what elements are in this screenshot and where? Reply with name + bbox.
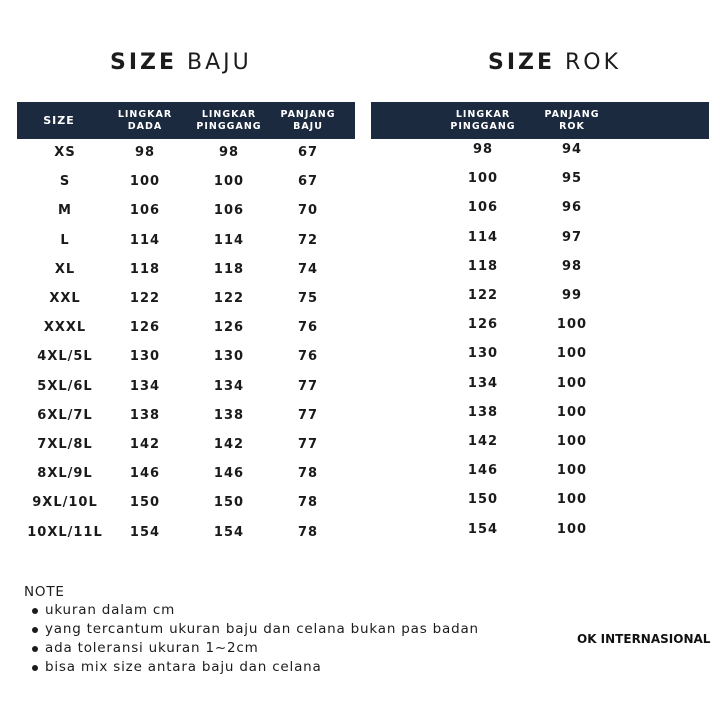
table-cell: 114 [467,229,499,245]
table-cell: XXXL [43,320,87,336]
table-cell: 100 [556,346,588,362]
note-item-text: ada toleransi ukuran 1~2cm [45,640,259,656]
table-cell: 106 [129,203,161,219]
table-cell: 67 [297,174,319,190]
table-cell: 150 [213,495,245,511]
table-cell: 146 [129,466,161,482]
table-cell: 95 [561,171,583,187]
table-cell: 126 [129,320,161,336]
table-cell: XXL [49,291,81,306]
note-item [24,639,479,658]
table-cell: 78 [297,524,319,540]
table-cell: 72 [297,232,319,248]
table-cell: 118 [213,261,245,277]
table-cell: 122 [213,291,245,306]
table-cell: 142 [213,437,245,452]
note-item [24,620,479,639]
table-cell: 134 [213,378,245,394]
table-cell: 70 [297,203,319,219]
table-cell: 114 [213,232,245,248]
table-cell: 114 [129,232,161,248]
table-cell: 126 [213,320,245,336]
table-row [17,145,355,165]
table-cell: 138 [213,407,245,423]
bullet-icon [32,646,38,652]
table-row [17,408,355,428]
table-cell: 94 [561,142,583,157]
table-row [371,405,709,425]
table-row [371,200,709,220]
table-cell: 100 [213,174,245,190]
table-row [371,230,709,250]
table-cell: 98 [561,258,583,274]
baju-title-bold: SIZE [110,50,178,75]
table-row [17,349,355,369]
table-row [17,466,355,486]
brand-name: OK INTERNASIONAL [577,632,711,646]
bullet-icon [32,627,38,633]
table-cell: 134 [129,378,161,394]
note-item [24,601,479,620]
note-heading: NOTE [24,584,65,600]
table-row [371,171,709,191]
table-cell: 8XL/9L [37,466,93,482]
table-cell: 142 [129,437,161,452]
table-row [17,525,355,545]
table-cell: XS [54,145,76,160]
table-cell: 9XL/10L [32,495,98,511]
table-cell: 126 [467,317,499,333]
table-cell: 130 [213,349,245,365]
table-cell: 98 [134,145,156,160]
table-cell: 138 [467,404,499,420]
table-cell: M [58,203,72,219]
rok-table-header [371,102,709,139]
table-cell: 67 [297,145,319,160]
table-row [371,492,709,512]
table-cell: 10XL/11L [27,524,103,540]
table-cell: 106 [467,200,499,216]
table-cell: 100 [129,174,161,190]
table-cell: 100 [556,434,588,449]
rok-title-bold: SIZE [488,50,556,75]
table-cell: 5XL/6L [37,378,93,394]
table-cell: 154 [467,521,499,537]
table-cell: 98 [218,145,240,160]
table-cell: 122 [129,291,161,306]
table-cell: 6XL/7L [37,407,93,423]
table-row [17,203,355,223]
table-row [371,434,709,454]
table-cell: 76 [297,320,319,336]
note-section [24,584,479,677]
table-cell: 150 [467,492,499,508]
note-item-text: bisa mix size antara baju dan celana [45,659,322,675]
table-cell: XL [54,261,76,277]
table-cell: 154 [129,524,161,540]
baju-size-table [17,102,355,540]
baju-title-light: BAJU [187,50,252,75]
table-cell: 98 [472,142,494,157]
table-cell: 75 [297,291,319,306]
table-cell: L [60,232,70,248]
table-cell: 134 [467,375,499,391]
table-row [17,174,355,194]
table-cell: 118 [129,261,161,277]
bullet-icon [32,665,38,671]
table-row [371,463,709,483]
table-cell: 100 [556,463,588,479]
rok-header-lingkar-pinggang: LINGKAR PINGGANG [450,108,516,132]
rok-size-table [371,102,709,537]
rok-header-panjang-rok: PANJANG ROK [544,108,600,132]
table-row [371,376,709,396]
table-cell: 100 [556,317,588,333]
bullet-icon [32,608,38,614]
table-cell: 77 [297,378,319,394]
table-cell: 130 [467,346,499,362]
rok-title-light: ROK [565,50,622,75]
table-cell: 138 [129,407,161,423]
table-row [17,379,355,399]
table-cell: 154 [213,524,245,540]
table-cell: 99 [561,288,583,303]
rok-title [488,50,621,75]
table-row [371,317,709,337]
table-cell: 77 [297,437,319,452]
table-cell: 122 [467,288,499,303]
table-row [371,522,709,542]
table-row [17,437,355,457]
table-cell: 118 [467,258,499,274]
table-cell: 78 [297,495,319,511]
table-row [17,495,355,515]
baju-header-panjang-baju: PANJANG BAJU [280,108,336,132]
baju-header-lingkar-dada: LINGKAR DADA [117,108,173,132]
baju-table-header [17,102,355,139]
table-cell: S [59,174,71,190]
table-cell: 146 [213,466,245,482]
table-row [17,291,355,311]
table-cell: 130 [129,349,161,365]
table-cell: 150 [129,495,161,511]
table-cell: 100 [467,171,499,187]
note-item-text: yang tercantum ukuran baju dan celana bukan pas badan [45,621,479,637]
table-cell: 7XL/8L [37,437,93,452]
note-list [24,601,479,677]
table-cell: 106 [213,203,245,219]
baju-header-lingkar-pinggang: LINGKAR PINGGANG [196,108,262,132]
table-cell: 100 [556,492,588,508]
table-cell: 100 [556,404,588,420]
table-row [371,142,709,162]
table-row [17,233,355,253]
table-cell: 77 [297,407,319,423]
baju-header-size: SIZE [43,113,75,127]
table-cell: 4XL/5L [37,349,93,365]
table-cell: 142 [467,434,499,449]
note-item [24,658,479,677]
table-cell: 78 [297,466,319,482]
baju-title [110,50,252,75]
table-cell: 100 [556,521,588,537]
table-cell: 100 [556,375,588,391]
table-cell: 97 [561,229,583,245]
table-row [17,262,355,282]
table-row [371,346,709,366]
table-cell: 74 [297,261,319,277]
table-row [371,259,709,279]
table-cell: 76 [297,349,319,365]
table-cell: 96 [561,200,583,216]
table-row [17,320,355,340]
table-row [371,288,709,308]
note-item-text: ukuran dalam cm [45,602,176,618]
table-cell: 146 [467,463,499,479]
